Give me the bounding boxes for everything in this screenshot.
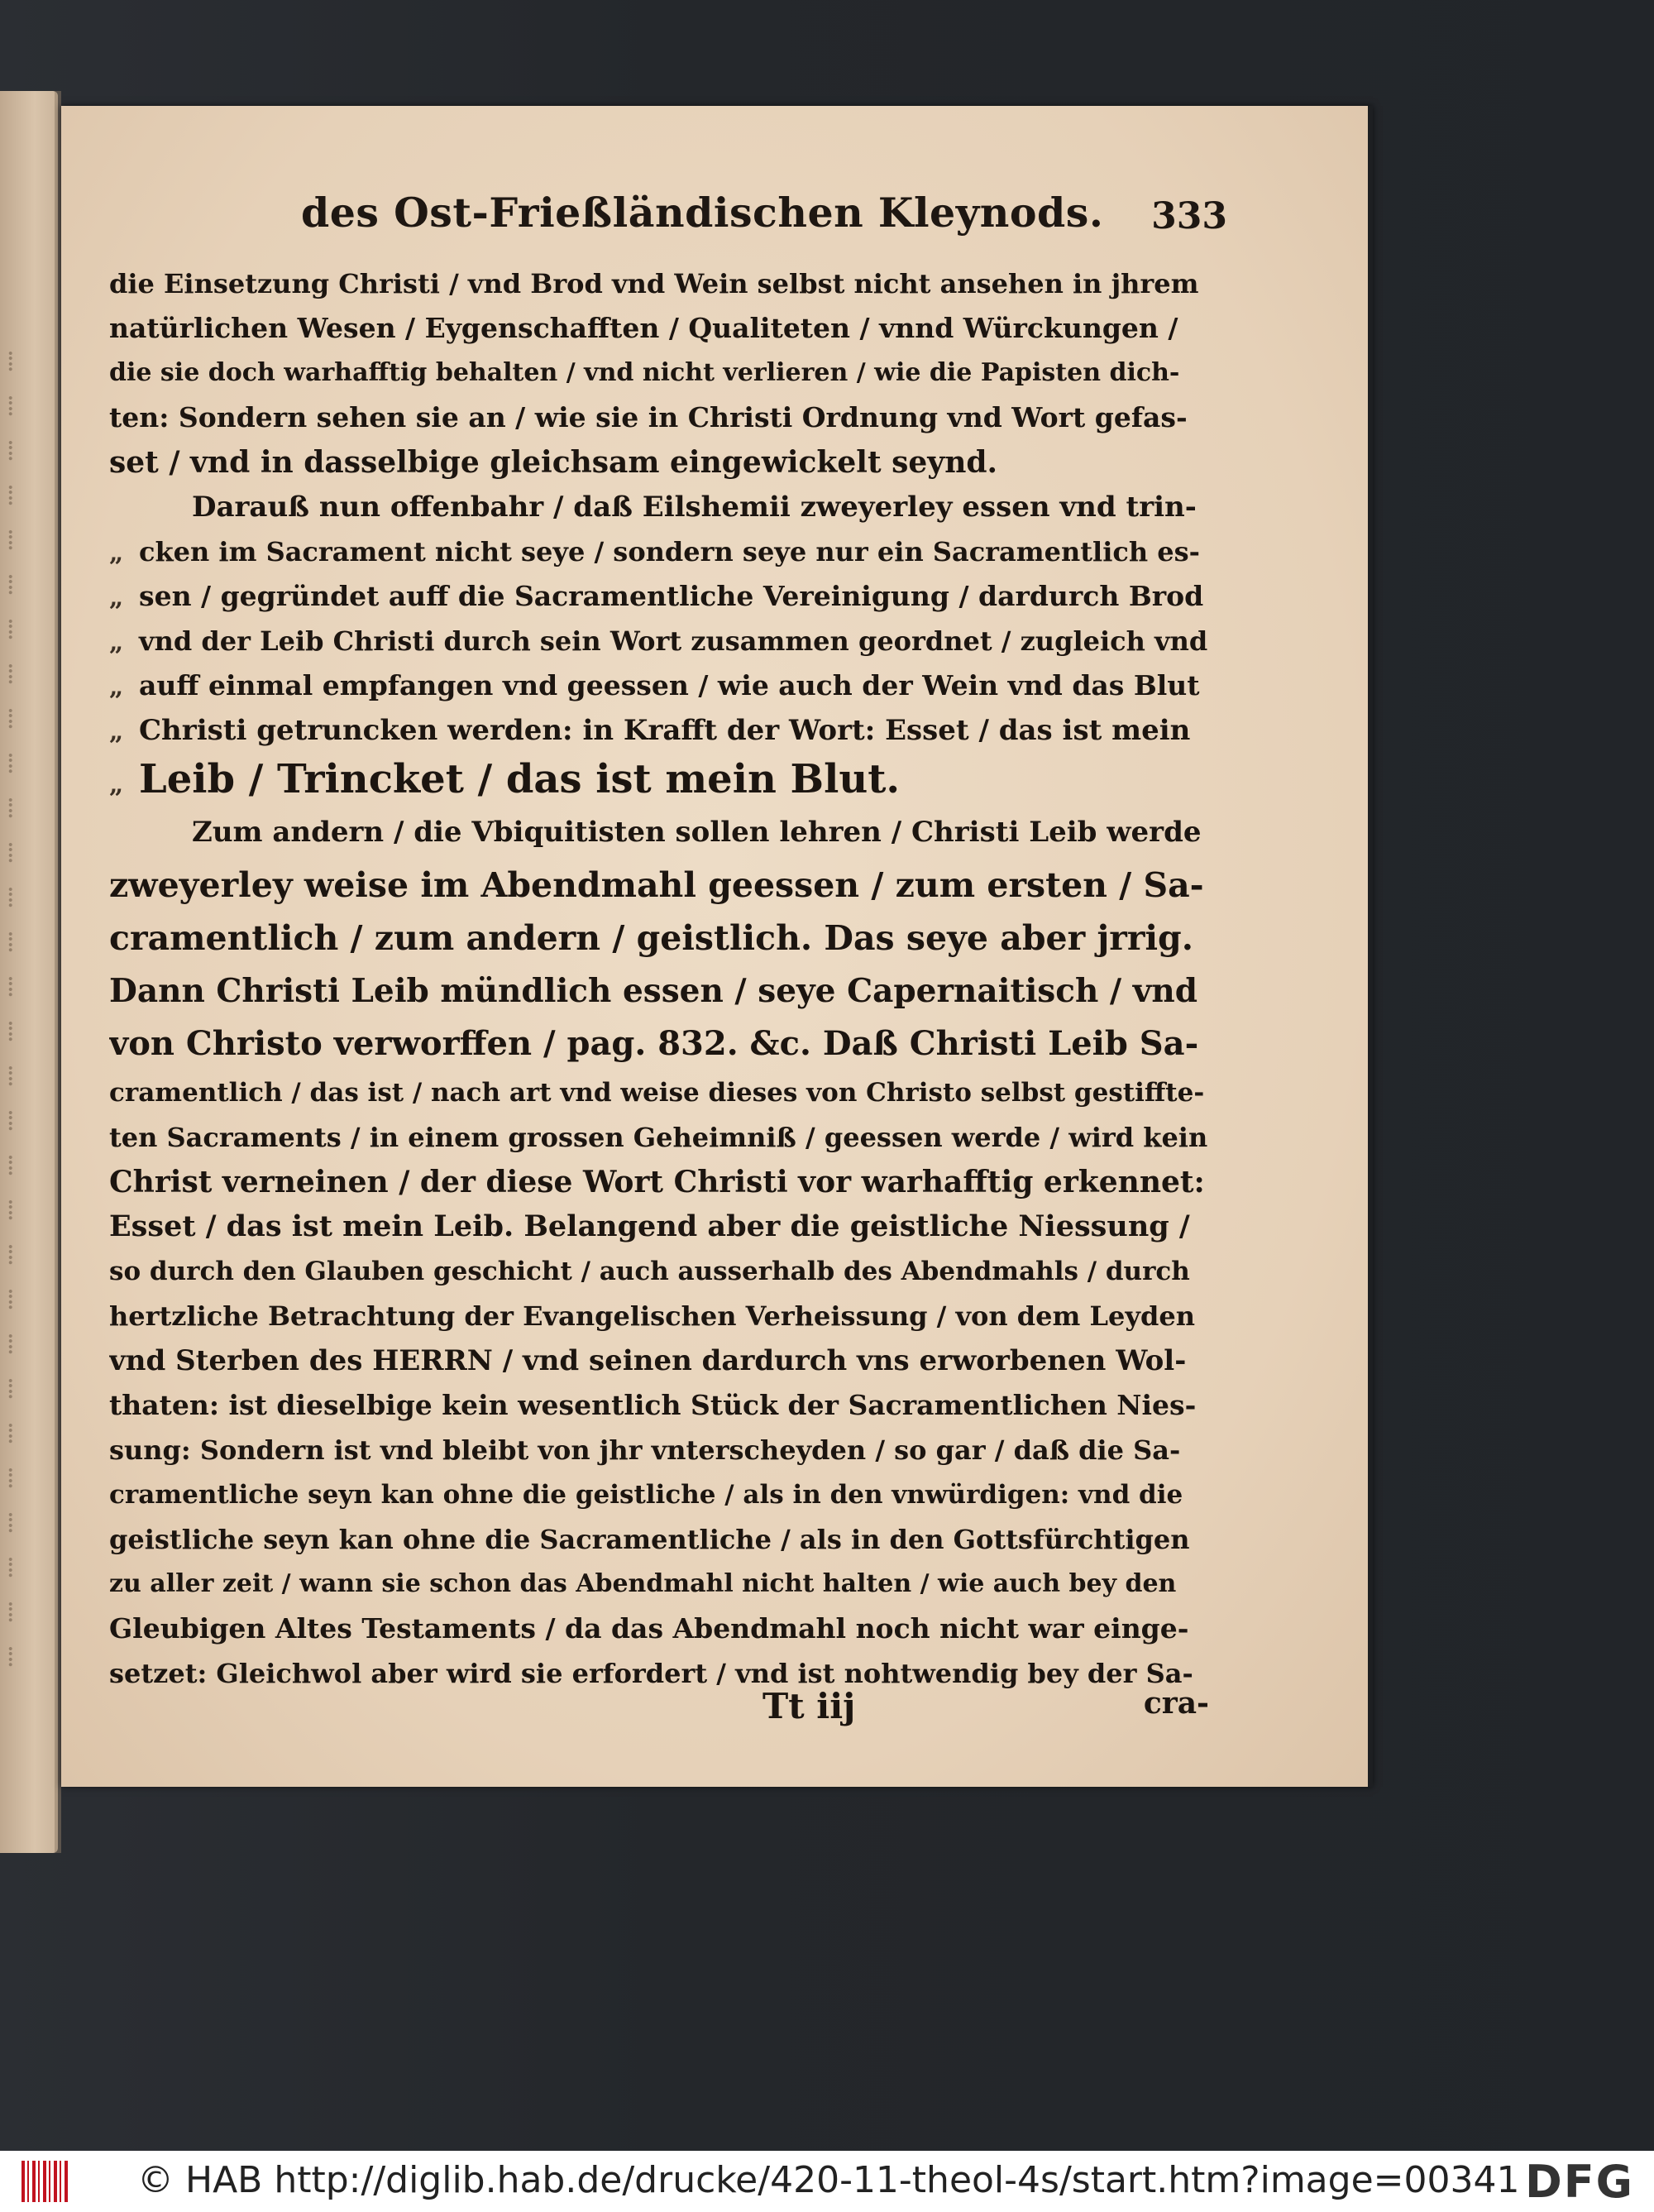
line-text: Darauß nun offenbahr / daß Eilshemii zweyerley essen vnd trin- — [192, 491, 1197, 524]
line-text: zu aller zeit / wann sie schon das Abendmahl nicht halten / wie auch bey den — [109, 1569, 1177, 1598]
text-line — [109, 1160, 1209, 1204]
book-gutter — [55, 91, 61, 1853]
line-text: set / vnd in dasselbige gleichsam eingewickelt seynd. — [109, 445, 998, 480]
text-line — [109, 574, 1209, 619]
line-text: cramentlich / das ist / nach art vnd weise dieses von Christo selbst gestiffte- — [109, 1078, 1205, 1108]
line-text: vnd der Leib Christi durch sein Wort zusammen geordnet / zugleich vnd — [139, 625, 1208, 657]
text-line — [109, 1383, 1209, 1428]
text-line — [109, 753, 1209, 806]
line-text: Gleubigen Altes Testaments / da das Abendmahl noch nicht war einge- — [109, 1612, 1189, 1645]
text-line — [109, 351, 1209, 395]
text-line — [109, 1428, 1209, 1472]
credit-link[interactable]: © HAB http://diglib.hab.de/drucke/420-11-theol-4s/start.htm?image=00341 — [137, 2159, 1520, 2201]
line-text: so durch den Glauben geschicht / auch ausserhalb des Abendmahls / durch — [109, 1257, 1190, 1286]
line-text: von Christo verworffen / pag. 832. &c. Daß Christi Leib Sa- — [109, 1024, 1199, 1063]
line-text: Leib / Trincket / das ist mein Blut. — [139, 756, 901, 802]
page-number: 333 — [1151, 195, 1227, 237]
line-text: Esset / das ist mein Leib. Belangend aber die geistliche Niessung / — [109, 1209, 1190, 1243]
text-line — [109, 261, 1209, 306]
text-line — [109, 395, 1209, 440]
line-text: cken im Sacrament nicht seye / sondern seye nur ein Sacramentlich es- — [139, 536, 1200, 567]
text-line — [109, 1017, 1209, 1070]
dfg-logo: DFG — [1524, 2156, 1634, 2208]
text-line — [109, 1294, 1209, 1338]
barcode-icon — [22, 2161, 69, 2202]
text-line — [109, 529, 1209, 574]
signature-mark: Tt iij — [762, 1686, 856, 1726]
text-line — [109, 1204, 1209, 1249]
line-text: die Einsetzung Christi / vnd Brod vnd Wein selbst nicht ansehen in jhrem — [109, 268, 1199, 299]
line-text: sung: Sondern ist vnd bleibt von jhr vnterscheyden / so gar / daß die Sa- — [109, 1434, 1181, 1466]
line-text: Dann Christi Leib mündlich essen / seye Capernaitisch / vnd — [109, 972, 1198, 1010]
quotation-mark: „ — [109, 628, 124, 657]
line-text: hertzliche Betrachtung der Evangelischen Verheissung / von dem Leyden — [109, 1300, 1195, 1332]
line-text: thaten: ist dieselbige kein wesentlich Stück der Sacramentlichen Nies- — [109, 1389, 1197, 1421]
previous-page-edge — [0, 91, 58, 1853]
line-text: vnd Sterben des HERRN / vnd seinen dardurch vns erworbenen Wol- — [109, 1344, 1187, 1377]
page-header — [301, 189, 1227, 255]
line-text: zweyerley weise im Abendmahl geessen / zum ersten / Sa- — [109, 865, 1204, 905]
text-line — [109, 708, 1209, 753]
text-line — [109, 965, 1209, 1017]
quotation-mark: „ — [109, 770, 124, 799]
catchword: cra- — [1143, 1686, 1209, 1721]
book-page — [61, 106, 1373, 1787]
text-line — [109, 806, 1209, 859]
line-text: cramentlich / zum andern / geistlich. Das seye aber jrrig. — [109, 918, 1193, 958]
text-line — [109, 1249, 1209, 1294]
text-line — [109, 663, 1209, 708]
text-line — [109, 1517, 1209, 1562]
line-text: ten: Sondern sehen sie an / wie sie in Christi Ordnung vnd Wort gefas- — [109, 401, 1188, 433]
line-text: setzet: Gleichwol aber wird sie erfordert / vnd ist nohtwendig bey der Sa- — [109, 1658, 1193, 1689]
text-line — [109, 1115, 1209, 1160]
credit-bar — [0, 2151, 1654, 2212]
line-text: geistliche seyn kan ohne die Sacramentliche / als in den Gottsfürchtigen — [109, 1524, 1190, 1555]
line-text: cramentliche seyn kan ohne die geistliche / als in den vnwürdigen: vnd die — [109, 1480, 1183, 1510]
line-text: die sie doch warhafftig behalten / vnd nicht verlieren / wie die Papisten dich- — [109, 358, 1180, 387]
text-line — [109, 1562, 1209, 1606]
text-line — [109, 619, 1209, 663]
text-line — [109, 1606, 1209, 1651]
line-text: auff einmal empfangen vnd geessen / wie auch der Wein vnd das Blut — [139, 669, 1200, 701]
text-line — [109, 1338, 1209, 1383]
text-line — [109, 440, 1209, 485]
text-line — [109, 306, 1209, 351]
running-title: des Ost-Frießländischen Kleynods. — [301, 189, 1104, 237]
text-line — [109, 859, 1209, 912]
page-footer — [109, 1686, 1209, 1736]
line-text: ten Sacraments / in einem grossen Geheimniß / geessen werde / wird kein — [109, 1122, 1208, 1153]
quotation-mark: „ — [109, 539, 124, 567]
quotation-mark: „ — [109, 583, 124, 612]
line-text: Christ verneinen / der diese Wort Christi vor warhafftig erkennet: — [109, 1165, 1205, 1199]
text-line — [109, 912, 1209, 965]
quotation-mark: „ — [109, 673, 124, 701]
text-line — [109, 1472, 1209, 1517]
text-line — [109, 1070, 1209, 1115]
body-text — [109, 261, 1209, 1696]
quotation-mark: „ — [109, 717, 124, 746]
text-line — [109, 485, 1209, 529]
line-text: Zum andern / die Vbiquitisten sollen lehren / Christi Leib werde — [192, 816, 1202, 849]
line-text: natürlichen Wesen / Eygenschafften / Qualiteten / vnnd Würckungen / — [109, 312, 1178, 344]
previous-page-glyphs: ⁞ ⁞ ⁞ ⁞ ⁞ ⁞ ⁞ ⁞ ⁞ ⁞ ⁞ ⁞ ⁞ ⁞ ⁞ ⁞ ⁞ ⁞ ⁞ ⁞ ⁞ ⁞ ⁞ ⁞ ⁞ ⁞ ⁞ ⁞ ⁞ ⁞ — [7, 345, 15, 1673]
line-text: Christi getruncken werden: in Krafft der Wort: Esset / das ist mein — [139, 714, 1191, 747]
line-text: sen / gegründet auff die Sacramentliche Vereinigung / dardurch Brod — [139, 580, 1204, 612]
